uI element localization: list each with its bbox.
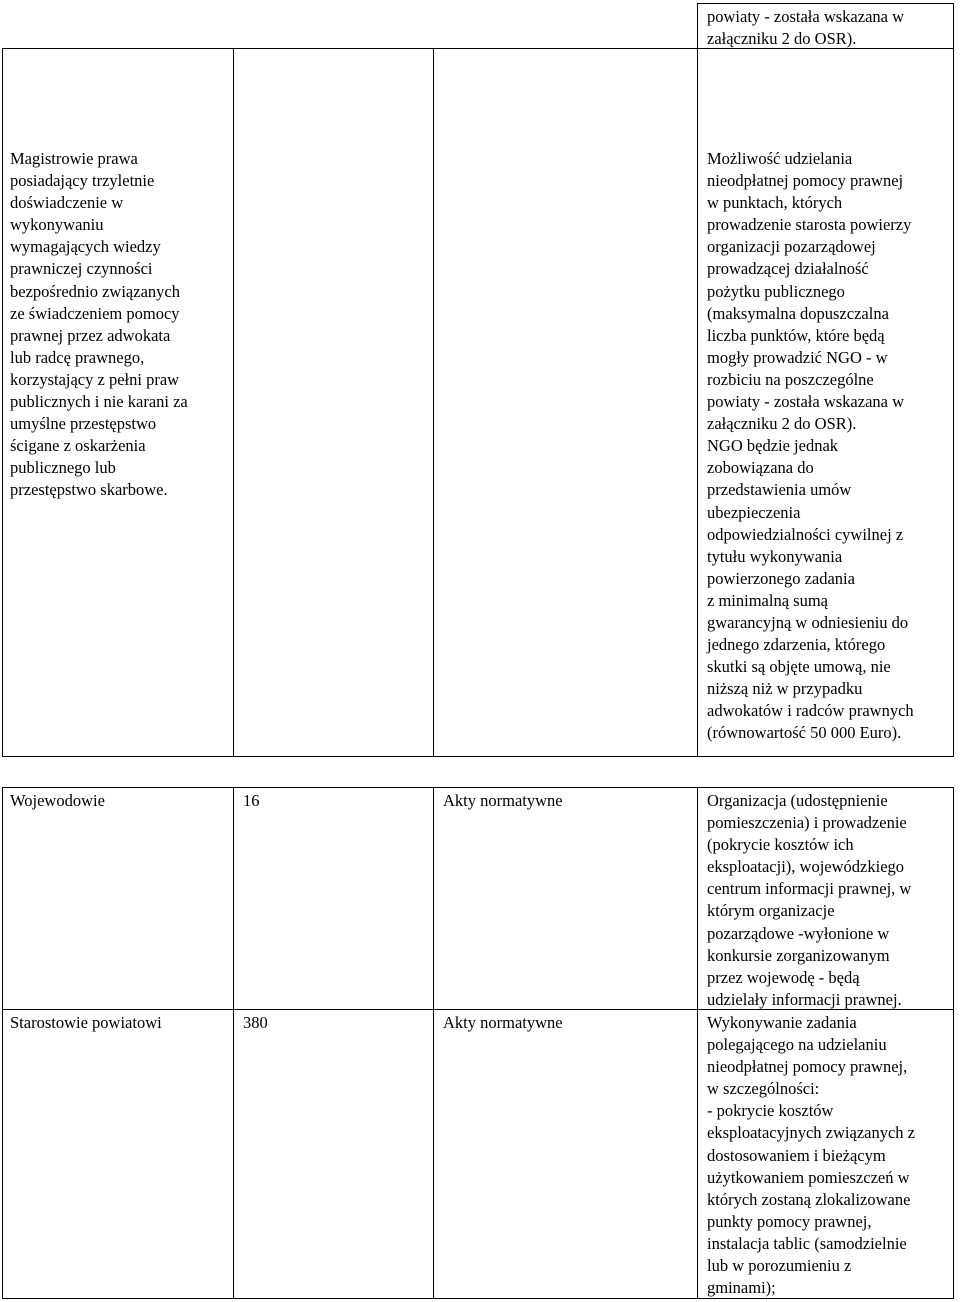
upper-table-left-border [2, 48, 3, 757]
upper-table-row-border [2, 48, 954, 49]
upper-table-col4-divider [697, 48, 698, 757]
upper-table-right-border [953, 3, 954, 48]
table-row-entity: Starostowie powiatowi [10, 1013, 162, 1032]
lower-table-top-border [2, 787, 954, 788]
upper-table-col3-divider [433, 48, 434, 757]
legal-aid-cell-text: Możliwość udzielania nieodpłatnej pomocy prawnej w punktach, których prowadzenie starosta powierzy organizacji pozarządowej prowadzącej działalność pożytku publicznego (maksymalna dopuszczalna liczba punktów, które będą mogły prowadzić NGO - w rozbiciu na poszczególne powiaty - została wskazana w załączniku 2 do OSR). NGO będzie jednak zobowiązana do przedstawienia umów ubezpieczenia odpowiedzialności cywilnej z tytułu wykonywania powierzonego zadania z minimalną sumą gwarancyjną w odniesieniu do jednego zdarzenia, którego skutki są objęte umową, nie niższą niż w przypadku adwokatów i radców prawnych (równowartość 50 000 Euro). [707, 149, 914, 743]
lower-table-col2-divider [233, 787, 234, 1299]
table-row-description: Organizacja (udostępnienie pomieszczenia) i prowadzenie (pokrycie kosztów ich eksploatacji), wojewódzkiego centrum informacji prawnej, w którym organizacje pozarządowe -wyłonione w konkursie zorganizowanym przez wojewodę - będą udzielały informacji prawnej. [707, 791, 912, 1009]
table-row-count: 16 [243, 791, 260, 810]
upper-table-right-border-lower [953, 48, 954, 757]
table-row-act: Akty normatywne [443, 791, 563, 810]
lower-table-col4-divider [697, 787, 698, 1299]
qualifications-cell-text: Magistrowie prawa posiadający trzyletnie doświadczenie w wykonywaniu wymagających wiedzy prawniczej czynności bezpośrednio związanych ze świadczeniem pomocy prawnej przez adwokata lub radcę prawnego, korzystający z pełni praw publicznych i nie karani za umyślne przestępstwo ścigane z oskarżenia publicznego lub przestępstwo skarbowe. [10, 149, 188, 500]
upper-table-top-border [697, 3, 953, 4]
table-row-count: 380 [243, 1013, 268, 1032]
table-row-entity: Wojewodowie [10, 791, 105, 810]
lower-table-col3-divider [433, 787, 434, 1299]
upper-table-divider [697, 3, 698, 48]
upper-right-cell-text: powiaty - została wskazana w załączniku 2 do OSR). [707, 7, 905, 49]
lower-table-right-border [953, 787, 954, 1299]
lower-table-left-border [2, 787, 3, 1299]
upper-table-col2-divider [233, 48, 234, 757]
upper-table-bottom-border [2, 756, 954, 757]
table-row-act: Akty normatywne [443, 1013, 563, 1032]
table-row-description: Wykonywanie zadania polegającego na udzielaniu nieodpłatnej pomocy prawnej, w szczególności: - pokrycie kosztów eksploatacyjnych związanych z dostosowaniem i bieżącym użytkowaniem pomieszczeń w których zostaną zlokalizowane punkty pomocy prawnej, instalacja tablic (samodzielnie lub w porozumieniu z gminami); [707, 1013, 915, 1298]
